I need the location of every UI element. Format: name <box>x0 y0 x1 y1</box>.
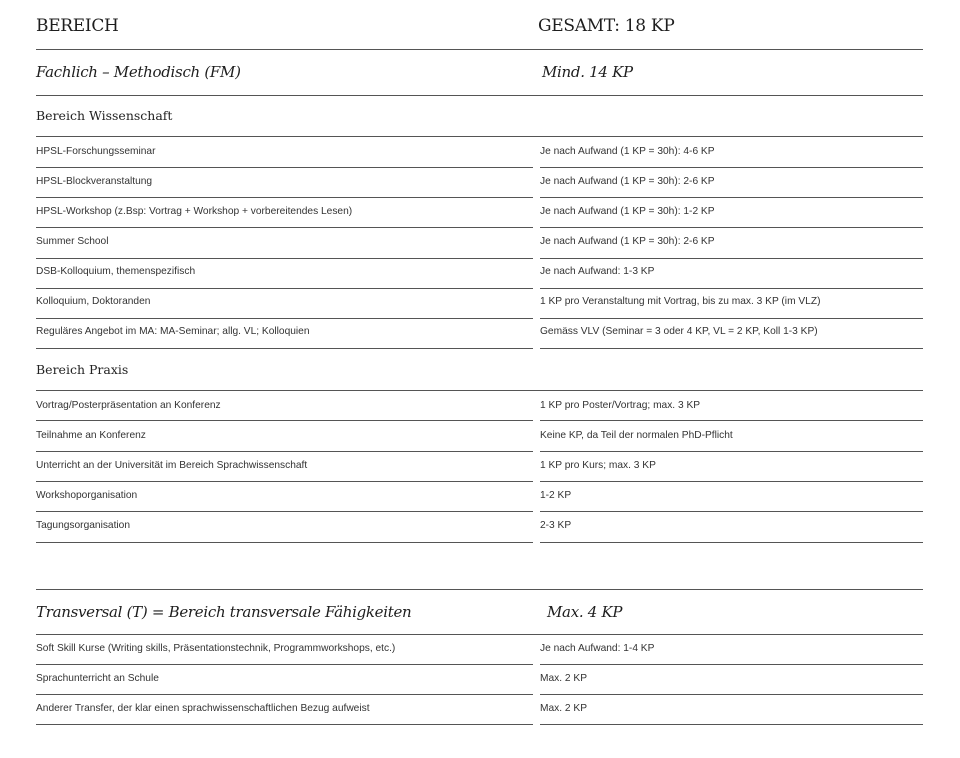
divider <box>36 589 923 590</box>
table-row-item: HPSL-Blockveranstaltung <box>36 176 153 187</box>
table-row-value: Je nach Aufwand (1 KP = 30h): 2-6 KP <box>540 176 715 187</box>
praxis-title: Bereich Praxis <box>36 362 129 377</box>
divider <box>540 664 923 665</box>
divider <box>36 694 533 695</box>
divider <box>36 167 533 168</box>
divider <box>36 724 533 725</box>
table-row-value: Je nach Aufwand: 1-3 KP <box>540 266 655 277</box>
divider <box>36 227 533 228</box>
table-row-item: Workshoporganisation <box>36 490 138 501</box>
divider <box>540 318 923 319</box>
divider <box>36 197 533 198</box>
table-row-item: Teilnahme an Konferenz <box>36 430 146 441</box>
divider <box>36 318 533 319</box>
divider <box>36 511 533 512</box>
divider <box>36 420 533 421</box>
table-row-item: Tagungsorganisation <box>36 520 131 531</box>
divider <box>36 258 533 259</box>
divider <box>36 390 923 391</box>
divider <box>540 724 923 725</box>
table-row-value: 1 KP pro Veranstaltung mit Vortrag, bis zu max. 3 KP (im VLZ) <box>540 296 821 307</box>
divider <box>540 694 923 695</box>
table-row-value: 1-2 KP <box>540 490 572 501</box>
table-row-value: 2-3 KP <box>540 520 572 531</box>
transversal-title: Transversal (T) = Bereich transversale Fähigkeiten <box>36 603 412 621</box>
table-row-item: DSB-Kolloquium, themenspezifisch <box>36 266 196 277</box>
divider <box>36 542 533 543</box>
divider <box>36 348 533 349</box>
table-row-item: Summer School <box>36 236 109 247</box>
divider <box>540 420 923 421</box>
divider <box>540 481 923 482</box>
table-row-item: Soft Skill Kurse (Writing skills, Präsentationstechnik, Programmworkshops, etc.) <box>36 643 396 654</box>
divider <box>36 95 923 96</box>
divider <box>540 542 923 543</box>
fm-title: Fachlich – Methodisch (FM) <box>36 63 241 81</box>
divider <box>540 511 923 512</box>
transversal-credits: Max. 4 KP <box>547 603 623 621</box>
wissenschaft-title: Bereich Wissenschaft <box>36 108 173 123</box>
divider <box>540 348 923 349</box>
table-row-value: Max. 2 KP <box>540 673 587 684</box>
table-row-item: Kolloquium, Doktoranden <box>36 296 151 307</box>
table-row-value: Je nach Aufwand: 1-4 KP <box>540 643 655 654</box>
divider <box>540 197 923 198</box>
table-row-value: Je nach Aufwand (1 KP = 30h): 2-6 KP <box>540 236 715 247</box>
divider <box>540 451 923 452</box>
divider <box>540 167 923 168</box>
divider <box>540 288 923 289</box>
table-row-item: Vortrag/Posterpräsentation an Konferenz <box>36 400 221 411</box>
divider <box>36 288 533 289</box>
divider <box>36 136 923 137</box>
divider <box>36 634 923 635</box>
header-gesamt: GESAMT: 18 KP <box>538 16 675 36</box>
table-row-item: Unterricht an der Universität im Bereich Sprachwissenschaft <box>36 460 308 471</box>
divider <box>36 481 533 482</box>
table-row-value: 1 KP pro Kurs; max. 3 KP <box>540 460 656 471</box>
table-row-item: Sprachunterricht an Schule <box>36 673 159 684</box>
divider <box>36 451 533 452</box>
table-row-value: Max. 2 KP <box>540 703 587 714</box>
table-row-value: Je nach Aufwand (1 KP = 30h): 4-6 KP <box>540 146 715 157</box>
divider <box>36 664 533 665</box>
table-row-value: Je nach Aufwand (1 KP = 30h): 1-2 KP <box>540 206 715 217</box>
table-row-item: HPSL-Workshop (z.Bsp: Vortrag + Workshop + vorbereitendes Lesen) <box>36 206 353 217</box>
table-row-item: Reguläres Angebot im MA: MA-Seminar; allg. VL; Kolloquien <box>36 326 310 337</box>
divider <box>540 258 923 259</box>
divider <box>36 49 923 50</box>
divider <box>540 227 923 228</box>
table-row-item: HPSL-Forschungsseminar <box>36 146 156 157</box>
table-row-value: Keine KP, da Teil der normalen PhD-Pflicht <box>540 430 733 441</box>
fm-credits: Mind. 14 KP <box>542 63 633 81</box>
table-row-item: Anderer Transfer, der klar einen sprachwissenschaftlichen Bezug aufweist <box>36 703 370 714</box>
header-bereich: BEREICH <box>36 16 119 36</box>
table-row-value: Gemäss VLV (Seminar = 3 oder 4 KP, VL = 2 KP, Koll 1-3 KP) <box>540 326 818 337</box>
table-row-value: 1 KP pro Poster/Vortrag; max. 3 KP <box>540 400 701 411</box>
